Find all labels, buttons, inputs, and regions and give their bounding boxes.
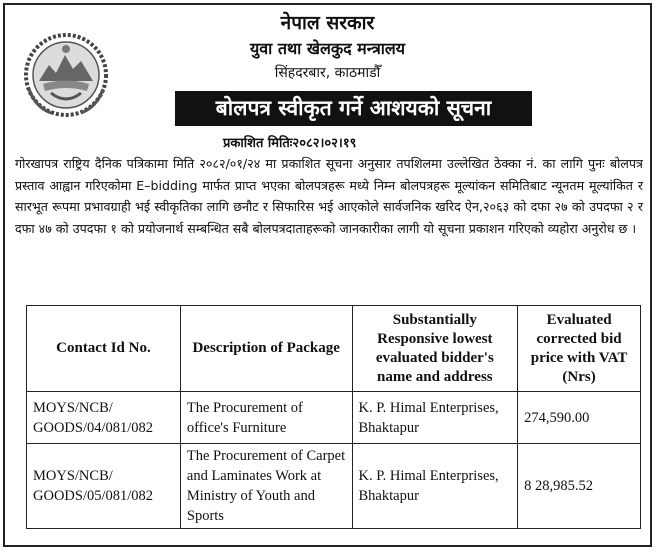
header-description: Description of Package bbox=[180, 306, 352, 392]
ministry-title: युवा तथा खेलकुद मन्त्रालय bbox=[249, 39, 406, 58]
cell-bidder: K. P. Himal Enterprises, Bhaktapur bbox=[352, 444, 518, 529]
notice-paragraph: गोरखापत्र राष्ट्रिय दैनिक पत्रिकामा मिति २०८२/०१/२४ मा प्रकाशित सूचना अनुसार तपशिलमा उल्लेखित ठेक्का नं. का लागि पुनः बोलपत्र प्रस्ताव आह्वान गरिएकोमा E–bidding मार्फत प्राप्त भएका बोलपत्रहरू मध्ये निम्न बोलपत्रहरू मूल्यांकन समितिबाट न्यूनतम मूल्यांकित र सारभूत रूपमा प्रभावग्राही भई स्वीकृतिका लागि छनौट र सिफारिस भई आएकोले सार्वजनिक खरिद ऐन,२०६३ को दफा २७ को उपदफा २ र दफा ४७ को उपदफा १ को प्रयोजनार्थ सम्बन्धित सबै बोलपत्रदाताहरूको जानकारीका लागी यो सूचना प्रकाशन गरिएको व्यहोरा अनुरोध छ । bbox=[15, 156, 643, 236]
header-bidder: Substantially Responsive lowest evaluated bidder's name and address bbox=[352, 306, 518, 392]
cell-bid-price: 8 28,985.52 bbox=[518, 444, 641, 529]
header-contact-id: Contact Id No. bbox=[27, 306, 181, 392]
table-header-row bbox=[27, 306, 641, 392]
table-row bbox=[27, 392, 641, 444]
notice-frame bbox=[3, 3, 652, 547]
cell-description: The Procurement of office's Furniture bbox=[180, 392, 352, 444]
location-text: सिंहदरबार, काठमाडौँ bbox=[274, 65, 381, 81]
cell-bid-price: 274,590.00 bbox=[518, 392, 641, 444]
header-bid-price: Evaluated corrected bid price with VAT (Nrs) bbox=[518, 306, 641, 392]
cell-description: The Procurement of Carpet and Laminates Work at Ministry of Youth and Sports bbox=[180, 444, 352, 529]
cell-bidder: K. P. Himal Enterprises, Bhaktapur bbox=[352, 392, 518, 444]
table-row bbox=[27, 444, 641, 529]
published-date: प्रकाशित मितिः२०८२।०२।१९ bbox=[223, 136, 357, 151]
cell-contact-id: MOYS/NCB/ GOODS/05/081/082 bbox=[27, 444, 181, 529]
government-title: नेपाल सरकार bbox=[280, 12, 375, 34]
cell-contact-id: MOYS/NCB/ GOODS/04/081/082 bbox=[27, 392, 181, 444]
notice-title-banner: बोलपत्र स्वीकृत गर्ने आशयको सूचना bbox=[175, 91, 532, 126]
evaluation-table bbox=[26, 305, 641, 529]
